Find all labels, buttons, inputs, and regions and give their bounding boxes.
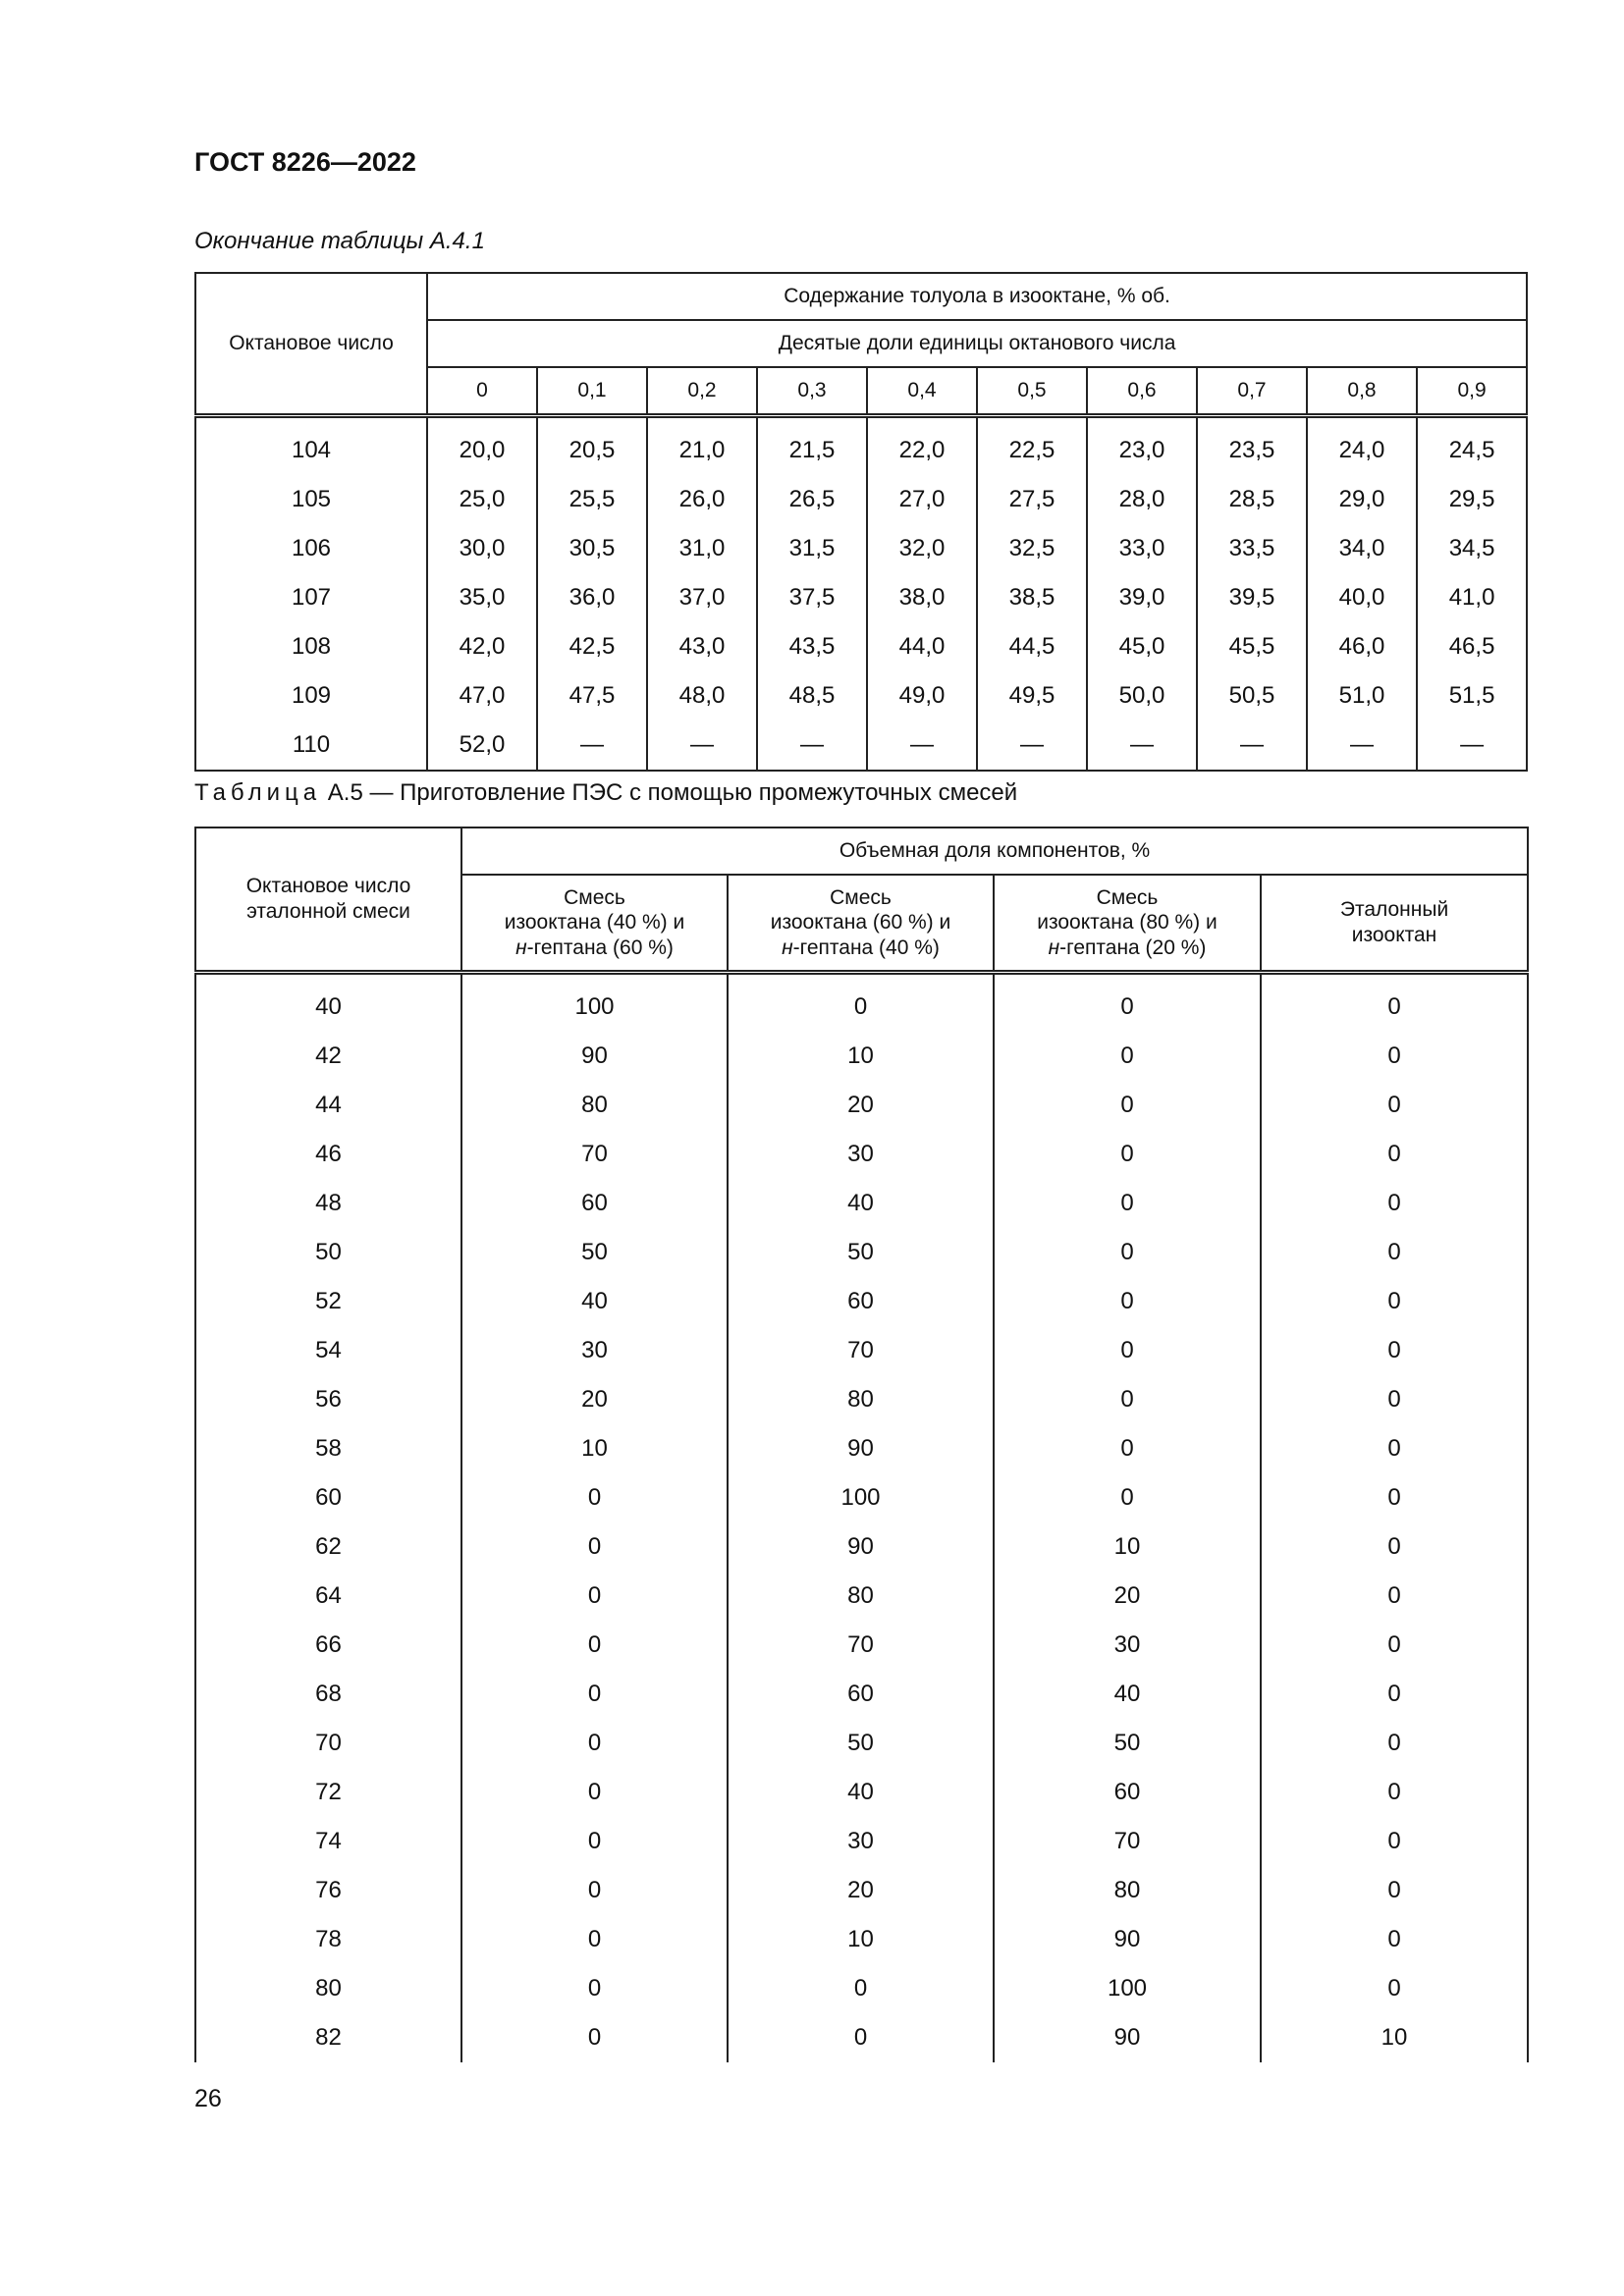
table-a5-caption-text: А.5 — Приготовление ПЭС с помощью промежуточных смесей bbox=[327, 779, 1018, 806]
toluene-value-cell: 48,0 bbox=[647, 671, 757, 721]
table-row bbox=[195, 1032, 1528, 1081]
octane-number-cell: 107 bbox=[195, 573, 427, 622]
toluene-value-cell: 47,5 bbox=[537, 671, 647, 721]
volume-fraction-cell: 60 bbox=[994, 1768, 1261, 1817]
reference-octane-cell: 62 bbox=[195, 1522, 461, 1572]
table-row bbox=[195, 1719, 1528, 1768]
toluene-value-cell: 52,0 bbox=[427, 721, 537, 771]
volume-fraction-cell: 20 bbox=[728, 1081, 994, 1130]
toluene-content-header: Содержание толуола в изооктане, % об. bbox=[427, 273, 1527, 320]
toluene-value-cell: 20,5 bbox=[537, 416, 647, 476]
toluene-value-cell: 25,5 bbox=[537, 475, 647, 524]
volume-fraction-cell: 0 bbox=[461, 2013, 728, 2062]
isooctane-line1: Эталонный bbox=[1339, 898, 1449, 922]
volume-fraction-cell: 0 bbox=[1261, 1032, 1528, 1081]
volume-fraction-cell: 40 bbox=[728, 1179, 994, 1228]
toluene-value-cell: 37,5 bbox=[757, 573, 867, 622]
volume-fraction-cell: 30 bbox=[461, 1326, 728, 1375]
volume-fraction-cell: 40 bbox=[728, 1768, 994, 1817]
volume-fraction-cell: 0 bbox=[1261, 1130, 1528, 1179]
toluene-value-cell: 39,0 bbox=[1087, 573, 1197, 622]
volume-fraction-cell: 0 bbox=[994, 1375, 1261, 1424]
toluene-value-cell: 28,5 bbox=[1197, 475, 1307, 524]
toluene-value-cell: 26,5 bbox=[757, 475, 867, 524]
reference-octane-header: Октановое число эталонной смеси bbox=[195, 828, 461, 973]
mix-40-60-line3: -гептана (60 %) bbox=[526, 935, 674, 959]
toluene-value-cell: 39,5 bbox=[1197, 573, 1307, 622]
toluene-value-cell: — bbox=[867, 721, 977, 771]
toluene-value-cell: — bbox=[537, 721, 647, 771]
toluene-value-cell: 41,0 bbox=[1417, 573, 1527, 622]
octane-number-cell: 106 bbox=[195, 524, 427, 573]
volume-fraction-cell: 30 bbox=[994, 1621, 1261, 1670]
octane-number-cell: 104 bbox=[195, 416, 427, 476]
tenths-column-header: 0 bbox=[427, 367, 537, 416]
table-row bbox=[195, 1326, 1528, 1375]
volume-fraction-cell: 40 bbox=[461, 1277, 728, 1326]
volume-fraction-cell: 0 bbox=[461, 1670, 728, 1719]
volume-fraction-cell: 50 bbox=[461, 1228, 728, 1277]
reference-octane-cell: 70 bbox=[195, 1719, 461, 1768]
toluene-value-cell: 46,5 bbox=[1417, 622, 1527, 671]
mix-40-60-line2: изооктана (40 %) и bbox=[504, 911, 685, 934]
table-row bbox=[195, 1768, 1528, 1817]
volume-fraction-cell: 0 bbox=[994, 1326, 1261, 1375]
table-row bbox=[195, 671, 1527, 721]
mix-60-40-italic: н bbox=[782, 935, 793, 959]
volume-fraction-cell: 0 bbox=[994, 973, 1261, 1033]
table-a5 bbox=[194, 827, 1529, 2062]
toluene-value-cell: — bbox=[1197, 721, 1307, 771]
mix-40-60-header bbox=[461, 875, 728, 973]
page-number: 26 bbox=[194, 2085, 222, 2112]
octane-number-cell: 105 bbox=[195, 475, 427, 524]
volume-fraction-cell: 100 bbox=[994, 1964, 1261, 2013]
volume-fraction-cell: 10 bbox=[1261, 2013, 1528, 2062]
table-row bbox=[195, 1277, 1528, 1326]
reference-octane-cell: 68 bbox=[195, 1670, 461, 1719]
volume-fraction-cell: 0 bbox=[1261, 1326, 1528, 1375]
volume-fraction-cell: 50 bbox=[728, 1719, 994, 1768]
table-row bbox=[195, 1621, 1528, 1670]
volume-fraction-cell: 20 bbox=[994, 1572, 1261, 1621]
mix-60-40-line1: Смесь bbox=[830, 885, 892, 909]
volume-fraction-cell: 0 bbox=[994, 1277, 1261, 1326]
volume-fraction-cell: 0 bbox=[461, 1621, 728, 1670]
toluene-value-cell: 23,5 bbox=[1197, 416, 1307, 476]
reference-isooctane-header bbox=[1261, 875, 1528, 973]
volume-fraction-cell: 0 bbox=[1261, 1719, 1528, 1768]
toluene-value-cell: — bbox=[1417, 721, 1527, 771]
mix-60-40-line3: -гептана (40 %) bbox=[792, 935, 940, 959]
volume-fraction-cell: 0 bbox=[728, 2013, 994, 2062]
volume-fraction-cell: 0 bbox=[1261, 1572, 1528, 1621]
toluene-value-cell: 25,0 bbox=[427, 475, 537, 524]
volume-fraction-cell: 70 bbox=[461, 1130, 728, 1179]
volume-fraction-cell: 90 bbox=[994, 1915, 1261, 1964]
toluene-value-cell: 47,0 bbox=[427, 671, 537, 721]
reference-octane-cell: 60 bbox=[195, 1473, 461, 1522]
volume-fraction-cell: 0 bbox=[1261, 1621, 1528, 1670]
tenths-column-header: 0,3 bbox=[757, 367, 867, 416]
volume-fraction-cell: 0 bbox=[994, 1228, 1261, 1277]
volume-fraction-cell: 0 bbox=[1261, 1915, 1528, 1964]
volume-fraction-cell: 60 bbox=[728, 1277, 994, 1326]
table-row bbox=[195, 1081, 1528, 1130]
volume-fraction-cell: 80 bbox=[728, 1375, 994, 1424]
toluene-value-cell: 33,5 bbox=[1197, 524, 1307, 573]
table-row bbox=[195, 622, 1527, 671]
volume-fraction-cell: 70 bbox=[994, 1817, 1261, 1866]
table-row bbox=[195, 573, 1527, 622]
table-row bbox=[195, 524, 1527, 573]
toluene-value-cell: 29,0 bbox=[1307, 475, 1417, 524]
volume-fraction-cell: 0 bbox=[994, 1081, 1261, 1130]
tenths-column-header: 0,7 bbox=[1197, 367, 1307, 416]
tenths-column-header: 0,8 bbox=[1307, 367, 1417, 416]
volume-fraction-header: Объемная доля компонентов, % bbox=[461, 828, 1528, 875]
table-a5-caption bbox=[194, 779, 1017, 807]
toluene-value-cell: 42,0 bbox=[427, 622, 537, 671]
volume-fraction-cell: 50 bbox=[728, 1228, 994, 1277]
reference-octane-cell: 44 bbox=[195, 1081, 461, 1130]
volume-fraction-cell: 0 bbox=[728, 1964, 994, 2013]
mix-80-20-header bbox=[994, 875, 1261, 973]
toluene-value-cell: 49,0 bbox=[867, 671, 977, 721]
reference-octane-cell: 42 bbox=[195, 1032, 461, 1081]
volume-fraction-cell: 10 bbox=[728, 1915, 994, 1964]
toluene-value-cell: 30,0 bbox=[427, 524, 537, 573]
volume-fraction-cell: 0 bbox=[1261, 1081, 1528, 1130]
mix-80-20-line1: Смесь bbox=[1096, 885, 1159, 909]
toluene-value-cell: 37,0 bbox=[647, 573, 757, 622]
volume-fraction-cell: 0 bbox=[994, 1424, 1261, 1473]
table-row bbox=[195, 416, 1527, 476]
toluene-value-cell: 32,0 bbox=[867, 524, 977, 573]
toluene-value-cell: 50,5 bbox=[1197, 671, 1307, 721]
toluene-value-cell: 33,0 bbox=[1087, 524, 1197, 573]
volume-fraction-cell: 0 bbox=[461, 1572, 728, 1621]
volume-fraction-cell: 0 bbox=[994, 1032, 1261, 1081]
volume-fraction-cell: 0 bbox=[1261, 1522, 1528, 1572]
table-a41-caption: Окончание таблицы А.4.1 bbox=[194, 228, 485, 254]
toluene-value-cell: 28,0 bbox=[1087, 475, 1197, 524]
table-row bbox=[195, 1964, 1528, 2013]
volume-fraction-cell: 0 bbox=[1261, 1228, 1528, 1277]
octane-number-cell: 108 bbox=[195, 622, 427, 671]
volume-fraction-cell: 0 bbox=[1261, 1670, 1528, 1719]
reference-octane-cell: 48 bbox=[195, 1179, 461, 1228]
toluene-value-cell: — bbox=[1307, 721, 1417, 771]
reference-octane-cell: 80 bbox=[195, 1964, 461, 2013]
volume-fraction-cell: 80 bbox=[461, 1081, 728, 1130]
toluene-value-cell: 44,5 bbox=[977, 622, 1087, 671]
table-a41 bbox=[194, 272, 1528, 772]
tenths-column-header: 0,2 bbox=[647, 367, 757, 416]
toluene-value-cell: 31,0 bbox=[647, 524, 757, 573]
table-row bbox=[195, 1473, 1528, 1522]
toluene-value-cell: 27,0 bbox=[867, 475, 977, 524]
reference-octane-cell: 78 bbox=[195, 1915, 461, 1964]
reference-octane-cell: 54 bbox=[195, 1326, 461, 1375]
toluene-value-cell: 43,0 bbox=[647, 622, 757, 671]
volume-fraction-cell: 0 bbox=[461, 1473, 728, 1522]
toluene-value-cell: 20,0 bbox=[427, 416, 537, 476]
toluene-value-cell: 35,0 bbox=[427, 573, 537, 622]
volume-fraction-cell: 80 bbox=[728, 1572, 994, 1621]
volume-fraction-cell: 0 bbox=[1261, 1768, 1528, 1817]
toluene-value-cell: — bbox=[757, 721, 867, 771]
volume-fraction-cell: 10 bbox=[461, 1424, 728, 1473]
volume-fraction-cell: 60 bbox=[461, 1179, 728, 1228]
table-row bbox=[195, 1522, 1528, 1572]
toluene-value-cell: 43,5 bbox=[757, 622, 867, 671]
table-a5-caption-label: Таблица bbox=[194, 779, 322, 806]
isooctane-line2: изооктан bbox=[1351, 924, 1437, 946]
toluene-value-cell: 23,0 bbox=[1087, 416, 1197, 476]
volume-fraction-cell: 30 bbox=[728, 1130, 994, 1179]
volume-fraction-cell: 100 bbox=[728, 1473, 994, 1522]
octane-number-cell: 109 bbox=[195, 671, 427, 721]
volume-fraction-cell: 70 bbox=[728, 1326, 994, 1375]
toluene-value-cell: — bbox=[647, 721, 757, 771]
volume-fraction-cell: 0 bbox=[461, 1915, 728, 1964]
toluene-value-cell: 38,0 bbox=[867, 573, 977, 622]
toluene-value-cell: 21,0 bbox=[647, 416, 757, 476]
reference-octane-cell: 56 bbox=[195, 1375, 461, 1424]
mix-80-20-line2: изооктана (80 %) и bbox=[1037, 911, 1218, 934]
toluene-value-cell: 22,0 bbox=[867, 416, 977, 476]
volume-fraction-cell: 90 bbox=[994, 2013, 1261, 2062]
volume-fraction-cell: 0 bbox=[728, 973, 994, 1033]
table-row bbox=[195, 475, 1527, 524]
tenths-column-header: 0,5 bbox=[977, 367, 1087, 416]
volume-fraction-cell: 90 bbox=[461, 1032, 728, 1081]
volume-fraction-cell: 20 bbox=[728, 1866, 994, 1915]
reference-octane-cell: 64 bbox=[195, 1572, 461, 1621]
toluene-value-cell: 50,0 bbox=[1087, 671, 1197, 721]
toluene-value-cell: 45,0 bbox=[1087, 622, 1197, 671]
volume-fraction-cell: 0 bbox=[1261, 973, 1528, 1033]
toluene-value-cell: 24,5 bbox=[1417, 416, 1527, 476]
volume-fraction-cell: 50 bbox=[994, 1719, 1261, 1768]
toluene-value-cell: 51,5 bbox=[1417, 671, 1527, 721]
reference-octane-cell: 82 bbox=[195, 2013, 461, 2062]
mix-80-20-line3: -гептана (20 %) bbox=[1059, 935, 1207, 959]
table-row bbox=[195, 973, 1528, 1033]
table-row bbox=[195, 1228, 1528, 1277]
volume-fraction-cell: 0 bbox=[1261, 1277, 1528, 1326]
volume-fraction-cell: 60 bbox=[728, 1670, 994, 1719]
toluene-value-cell: — bbox=[977, 721, 1087, 771]
reference-octane-cell: 58 bbox=[195, 1424, 461, 1473]
volume-fraction-cell: 10 bbox=[994, 1522, 1261, 1572]
volume-fraction-cell: 20 bbox=[461, 1375, 728, 1424]
toluene-value-cell: 22,5 bbox=[977, 416, 1087, 476]
table-row bbox=[195, 1915, 1528, 1964]
reference-octane-cell: 52 bbox=[195, 1277, 461, 1326]
toluene-value-cell: 44,0 bbox=[867, 622, 977, 671]
table-row bbox=[195, 1866, 1528, 1915]
tenths-column-header: 0,9 bbox=[1417, 367, 1527, 416]
toluene-value-cell: 49,5 bbox=[977, 671, 1087, 721]
volume-fraction-cell: 10 bbox=[728, 1032, 994, 1081]
toluene-value-cell: 31,5 bbox=[757, 524, 867, 573]
volume-fraction-cell: 80 bbox=[994, 1866, 1261, 1915]
volume-fraction-cell: 0 bbox=[1261, 1817, 1528, 1866]
mix-60-40-header bbox=[728, 875, 994, 973]
table-row bbox=[195, 1375, 1528, 1424]
volume-fraction-cell: 90 bbox=[728, 1522, 994, 1572]
reference-octane-cell: 72 bbox=[195, 1768, 461, 1817]
tenths-header: Десятые доли единицы октанового числа bbox=[427, 320, 1527, 367]
table-row bbox=[195, 721, 1527, 771]
toluene-value-cell: 30,5 bbox=[537, 524, 647, 573]
volume-fraction-cell: 100 bbox=[461, 973, 728, 1033]
reference-octane-cell: 50 bbox=[195, 1228, 461, 1277]
volume-fraction-cell: 0 bbox=[461, 1768, 728, 1817]
volume-fraction-cell: 0 bbox=[994, 1179, 1261, 1228]
toluene-value-cell: 46,0 bbox=[1307, 622, 1417, 671]
volume-fraction-cell: 0 bbox=[461, 1719, 728, 1768]
tenths-column-header: 0,4 bbox=[867, 367, 977, 416]
table-row bbox=[195, 2013, 1528, 2062]
volume-fraction-cell: 0 bbox=[1261, 1866, 1528, 1915]
toluene-value-cell: 48,5 bbox=[757, 671, 867, 721]
octane-number-header: Октановое число bbox=[195, 273, 427, 416]
tenths-column-header: 0,1 bbox=[537, 367, 647, 416]
tenths-column-header: 0,6 bbox=[1087, 367, 1197, 416]
volume-fraction-cell: 0 bbox=[994, 1473, 1261, 1522]
volume-fraction-cell: 90 bbox=[728, 1424, 994, 1473]
reference-octane-cell: 76 bbox=[195, 1866, 461, 1915]
toluene-value-cell: 26,0 bbox=[647, 475, 757, 524]
toluene-value-cell: 29,5 bbox=[1417, 475, 1527, 524]
toluene-value-cell: 40,0 bbox=[1307, 573, 1417, 622]
table-row bbox=[195, 1572, 1528, 1621]
toluene-value-cell: 45,5 bbox=[1197, 622, 1307, 671]
volume-fraction-cell: 40 bbox=[994, 1670, 1261, 1719]
toluene-value-cell: 34,0 bbox=[1307, 524, 1417, 573]
volume-fraction-cell: 70 bbox=[728, 1621, 994, 1670]
reference-octane-cell: 40 bbox=[195, 973, 461, 1033]
volume-fraction-cell: 0 bbox=[1261, 1964, 1528, 2013]
toluene-value-cell: — bbox=[1087, 721, 1197, 771]
volume-fraction-cell: 0 bbox=[1261, 1179, 1528, 1228]
mix-60-40-line2: изооктана (60 %) и bbox=[770, 911, 951, 934]
volume-fraction-cell: 0 bbox=[461, 1817, 728, 1866]
mix-80-20-italic: н bbox=[1048, 935, 1060, 959]
volume-fraction-cell: 0 bbox=[461, 1866, 728, 1915]
toluene-value-cell: 27,5 bbox=[977, 475, 1087, 524]
toluene-value-cell: 32,5 bbox=[977, 524, 1087, 573]
volume-fraction-cell: 30 bbox=[728, 1817, 994, 1866]
table-row bbox=[195, 1424, 1528, 1473]
document-title: ГОСТ 8226—2022 bbox=[194, 147, 416, 177]
table-row bbox=[195, 1130, 1528, 1179]
volume-fraction-cell: 0 bbox=[461, 1964, 728, 2013]
reference-octane-cell: 74 bbox=[195, 1817, 461, 1866]
toluene-value-cell: 34,5 bbox=[1417, 524, 1527, 573]
volume-fraction-cell: 0 bbox=[461, 1522, 728, 1572]
toluene-value-cell: 38,5 bbox=[977, 573, 1087, 622]
mix-40-60-italic: н bbox=[515, 935, 527, 959]
toluene-value-cell: 21,5 bbox=[757, 416, 867, 476]
toluene-value-cell: 51,0 bbox=[1307, 671, 1417, 721]
mix-40-60-line1: Смесь bbox=[564, 885, 625, 909]
reference-octane-cell: 46 bbox=[195, 1130, 461, 1179]
volume-fraction-cell: 0 bbox=[1261, 1424, 1528, 1473]
table-row bbox=[195, 1817, 1528, 1866]
reference-octane-cell: 66 bbox=[195, 1621, 461, 1670]
table-row bbox=[195, 1179, 1528, 1228]
table-row bbox=[195, 1670, 1528, 1719]
volume-fraction-cell: 0 bbox=[994, 1130, 1261, 1179]
octane-number-cell: 110 bbox=[195, 721, 427, 771]
toluene-value-cell: 24,0 bbox=[1307, 416, 1417, 476]
toluene-value-cell: 42,5 bbox=[537, 622, 647, 671]
volume-fraction-cell: 0 bbox=[1261, 1375, 1528, 1424]
volume-fraction-cell: 0 bbox=[1261, 1473, 1528, 1522]
toluene-value-cell: 36,0 bbox=[537, 573, 647, 622]
